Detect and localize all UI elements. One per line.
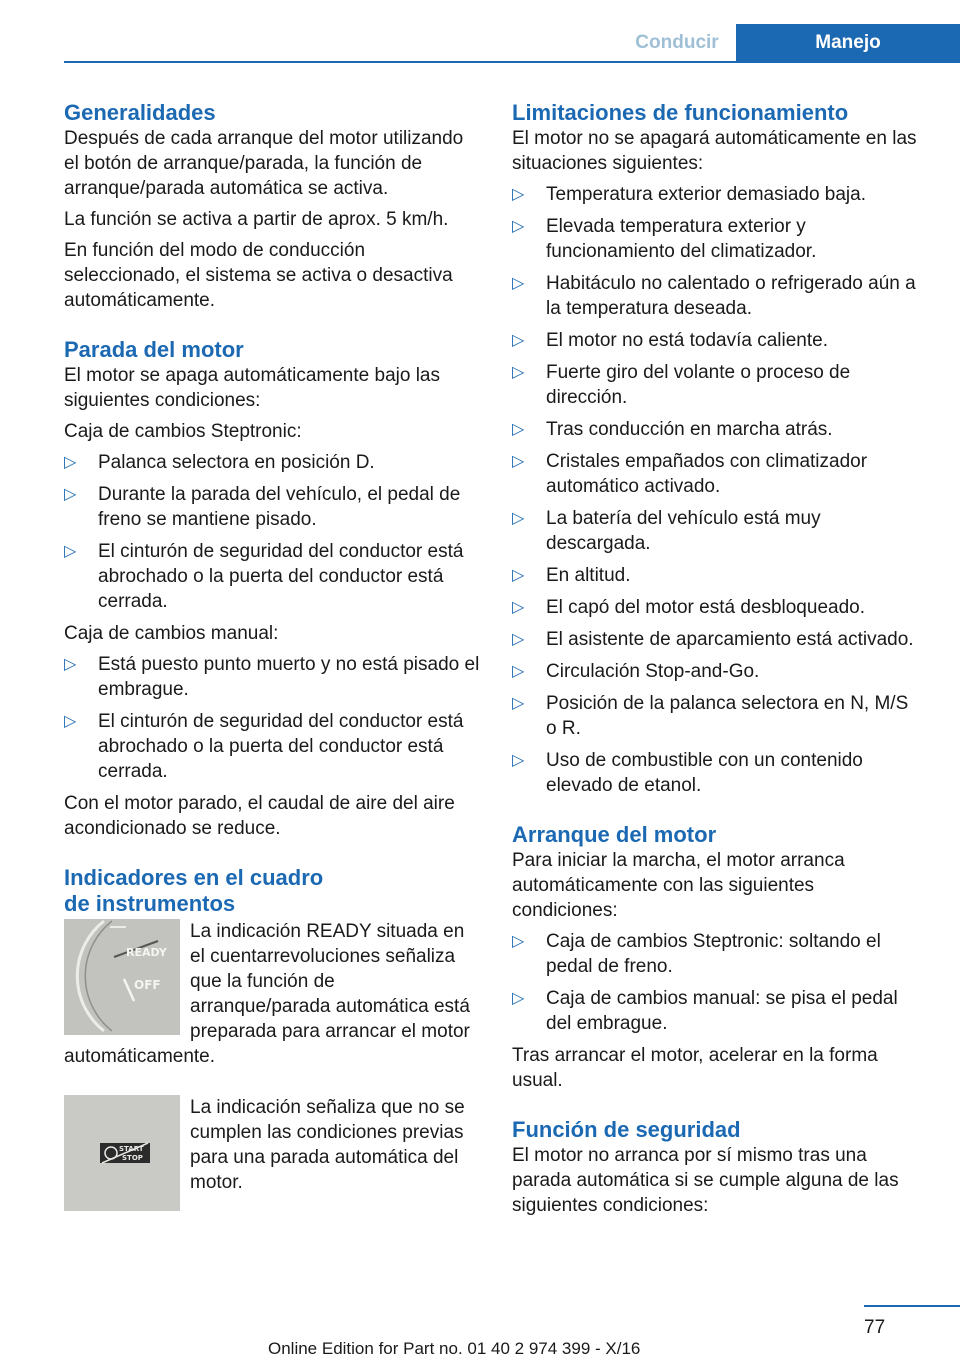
bullet-icon: ▷: [64, 486, 77, 503]
steptronic-list: [64, 450, 480, 614]
list-item: ▷ La batería del vehículo está muy descargada.: [512, 508, 821, 554]
bullet-icon: ▷: [512, 453, 525, 470]
tab-chapter: Conducir: [635, 32, 719, 53]
paragraph: El motor no arranca por sí mismo tras una parada automática si se cumple alguna de las siguientes condiciones:: [512, 1145, 899, 1216]
bullet-icon: ▷: [64, 656, 77, 673]
start-label: START: [119, 1145, 144, 1153]
figure-startstop-block: [64, 1095, 480, 1215]
bullet-icon: ▷: [512, 663, 525, 680]
header-rule: [64, 61, 960, 63]
bullet-icon: ▷: [512, 510, 525, 527]
list-item: ▷ Tras conducción en marcha atrás.: [512, 419, 833, 440]
list-item: ▷ Durante la parada del vehículo, el pedal de freno se mantiene pisado.: [64, 484, 461, 530]
tab-section: Manejo: [736, 24, 960, 62]
list-item: ▷ Cristales empañados con climatizador automático activado.: [512, 451, 868, 497]
list-item: ▷ Palanca selectora en posición D.: [64, 452, 375, 473]
figure-ready-block: [64, 919, 480, 1075]
bullet-icon: ▷: [512, 752, 525, 769]
edition-footer: Online Edition for Part no. 01 40 2 974 399 - X/16: [268, 1339, 641, 1358]
paragraph: Tras arrancar el motor, acelerar en la forma usual.: [512, 1045, 878, 1091]
list-item: ▷ El capó del motor está desbloqueado.: [512, 597, 865, 618]
paragraph: En función del modo de conducción seleccionado, el sistema se activa o desactiva automáticamente.: [64, 240, 453, 311]
bullet-icon: ▷: [512, 332, 525, 349]
list-item: ▷ El cinturón de seguridad del conductor está abrochado o la puerta del conductor está cerrada.: [64, 541, 464, 612]
bullet-icon: ▷: [512, 421, 525, 438]
paragraph: Después de cada arranque del motor utilizando el botón de arranque/parada, la función de arranque/parada automática se activa.: [64, 128, 464, 199]
figure-ready-text: La indicación READY situada en el cuentarrevoluciones señaliza que la función de arranque/parada automática está preparada para arrancar el motor automáticamente.: [64, 921, 470, 1067]
paragraph: Para iniciar la marcha, el motor arranca automáticamente con las siguientes condiciones:: [512, 850, 845, 921]
bullet-icon: ▷: [512, 567, 525, 584]
heading-indicadores: Indicadores en el cuadro de instrumentos: [64, 865, 324, 916]
bullet-icon: ▷: [64, 713, 77, 730]
paragraph: La función se activa a partir de aprox. 5 km/h.: [64, 209, 449, 230]
heading-arranque: Arranque del motor: [512, 822, 717, 847]
list-item: ▷ Posición de la palanca selectora en N, M/S o R.: [512, 693, 909, 739]
figure-startstop-text: La indicación señaliza que no se cumplen las condiciones previas para una parada automática del motor.: [190, 1097, 465, 1193]
paragraph: El motor se apaga automáticamente bajo las siguientes condiciones:: [64, 365, 440, 411]
heading-seguridad: Función de seguridad: [512, 1117, 741, 1142]
list-item: ▷ En altitud.: [512, 565, 631, 586]
ready-label: READY: [126, 946, 167, 959]
startstop-indicator-image: [64, 1095, 180, 1211]
limitaciones-list: [512, 182, 924, 798]
list-item: ▷ Elevada temperatura exterior y funcionamiento del climatizador.: [512, 216, 817, 262]
header-tabs: [618, 24, 960, 62]
bullet-icon: ▷: [512, 186, 525, 203]
list-item: ▷ El motor no está todavía caliente.: [512, 330, 828, 351]
off-label: OFF: [134, 978, 161, 992]
list-item: ▷ Caja de cambios Steptronic: soltando el pedal de freno.: [512, 931, 881, 977]
tachometer-ready-image: [64, 919, 180, 1035]
list-item: ▷ Está puesto punto muerto y no está pisado el embrague.: [64, 654, 480, 700]
paragraph: Con el motor parado, el caudal de aire del aire acondicionado se reduce.: [64, 793, 455, 839]
list-item: ▷ Fuerte giro del volante o proceso de dirección.: [512, 362, 851, 408]
page-number: 77: [864, 1317, 886, 1338]
left-column: [64, 100, 480, 1215]
manual-list: [64, 652, 480, 784]
bullet-icon: ▷: [512, 599, 525, 616]
bullet-icon: ▷: [512, 275, 525, 292]
paragraph: El motor no se apagará automáticamente en las situaciones siguientes:: [512, 128, 917, 174]
bullet-icon: ▷: [512, 933, 525, 950]
bullet-icon: ▷: [512, 631, 525, 648]
bullet-icon: ▷: [512, 695, 525, 712]
bullet-icon: ▷: [512, 990, 525, 1007]
bullet-icon: ▷: [512, 364, 525, 381]
bullet-icon: ▷: [512, 218, 525, 235]
paragraph: Caja de cambios manual:: [64, 623, 279, 644]
bullet-icon: ▷: [64, 543, 77, 560]
bullet-icon: ▷: [64, 454, 77, 471]
stop-label: STOP: [122, 1154, 143, 1162]
list-item: ▷ Circulación Stop-and-Go.: [512, 661, 760, 682]
right-column: [512, 100, 924, 1224]
list-item: ▷ El cinturón de seguridad del conductor está abrochado o la puerta del conductor está cerrada.: [64, 711, 464, 782]
arranque-list: [512, 929, 924, 1036]
heading-parada: Parada del motor: [64, 337, 244, 362]
footer-rule: [864, 1305, 960, 1307]
list-item: ▷ Caja de cambios manual: se pisa el pedal del embrague.: [512, 988, 898, 1034]
list-item: ▷ Uso de combustible con un contenido elevado de etanol.: [512, 750, 863, 796]
paragraph: Caja de cambios Steptronic:: [64, 421, 302, 442]
heading-limitaciones: Limitaciones de funcionamiento: [512, 100, 849, 125]
list-item: ▷ Habitáculo no calentado o refrigerado aún a la temperatura deseada.: [512, 273, 916, 319]
list-item: ▷ Temperatura exterior demasiado baja.: [512, 184, 867, 205]
heading-generalidades: Generalidades: [64, 100, 216, 125]
list-item: ▷ El asistente de aparcamiento está activado.: [512, 629, 914, 650]
